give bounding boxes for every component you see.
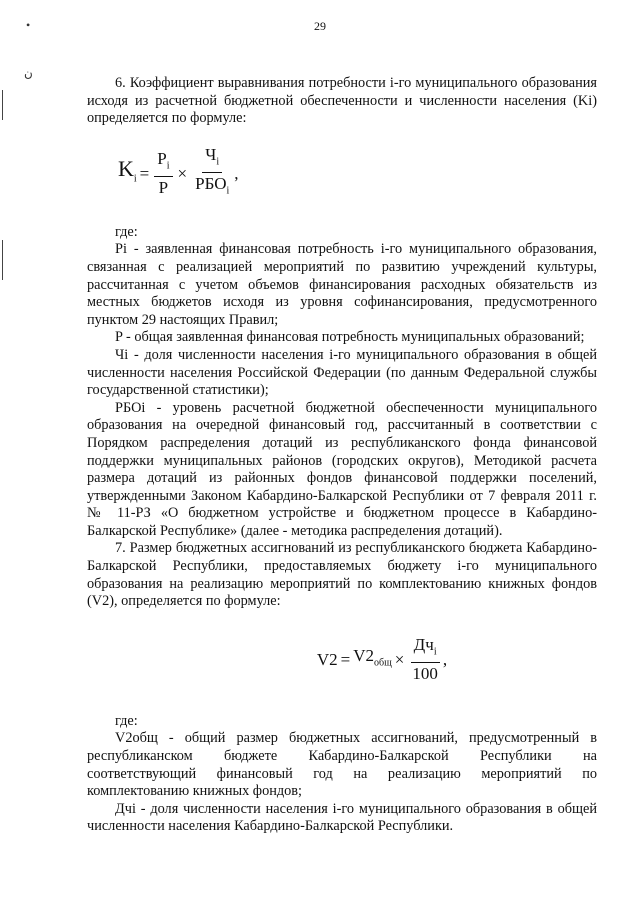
formula-v2 (87, 627, 597, 693)
definition-p: P - общая заявленная финансовая потребность муниципальных образований; (115, 329, 585, 346)
equals-sign: = (139, 163, 150, 183)
scan-edge-line (2, 240, 3, 280)
formula-ki (87, 138, 597, 210)
times-sign: × (177, 163, 188, 183)
equals-sign: = (340, 650, 351, 670)
definition-dch: Дчi - доля численности населения i-го муниципального образования в общей численности населения Кабардино-Балкарской Республики. (87, 800, 597, 835)
definition-rbo: РБОi - уровень расчетной бюджетной обеспеченности муниципального образования на очередной финансовый год, рассчитанный в соответствии с Порядком распределения дотаций из республиканского фонда финансовой поддержки муниципальных районов (городских округов), Методикой расчета размера дотаций из районных фондов финансовой поддержки поселений, утвержденными Законом Кабардино-Балкарской Республики от 7 февраля 2011 г. № 11-РЗ «О бюджетном устройстве и бюджетном процессе в Кабардино-Балкарской Республике» (далее - методика распределения дотаций). (87, 399, 597, 539)
formula-lhs: V2 (316, 650, 338, 670)
definition-v2: V2общ - общий размер бюджетных ассигнований, предусмотренный в республиканском бюджете Кабардино-Балкарской Республики на соответствующий финансовый год на реализацию мероприятий по комплектованию книжных фондов; (87, 730, 597, 800)
definition-chi: Чi - доля численности населения i-го муниципального образования в общей численности населения Российской Федерации (по данным Федеральной службы государственной статистики); (87, 346, 597, 399)
fraction-p: $\frac{P_i}{P}$ (154, 149, 172, 199)
where-label: где: (115, 712, 138, 729)
margin-mark: ن (24, 66, 33, 80)
page-number: 29 (314, 19, 326, 33)
definition-pi: Pi - заявленная финансовая потребность i-го муниципального образования, связанная с реализацией мероприятий по развитию учреждений культуры, рассчитанная с учетом объемов финансирования расходных обязательств из местных бюджетов исходя из уровня софинансирования, предусмотренного пунктом 29 настоящих Правил; (87, 241, 597, 328)
document-body (87, 75, 597, 836)
times-sign: × (394, 650, 405, 670)
formula-lhs: $K_i$ (118, 155, 137, 185)
formula-v2-total: $V2_{общ}$ (353, 646, 392, 669)
where-label: где: (115, 223, 138, 240)
formula-comma: , (442, 650, 448, 670)
fraction-ch-rbo: $\frac{Ч_i}{РБО_i}$ (195, 144, 230, 197)
margin-mark: • (26, 18, 31, 32)
paragraph-6: 6. Коэффициент выравнивания потребности i-го муниципального образования исходя из расчетной бюджетной обеспеченности и численности населения (Ki) определяется по формуле: (87, 75, 597, 127)
fraction-dch: $\frac{Дч_i}{100}$ (412, 634, 438, 684)
scan-edge-line (2, 90, 3, 120)
paragraph-7: 7. Размер бюджетных ассигнований из республиканского бюджета Кабардино-Балкарской Республики, предоставляемых бюджету i-го муниципального образования на реализацию мероприятий по комплектованию книжных фондов (V2), определяется по формуле: (87, 540, 597, 610)
formula-comma: , (234, 163, 239, 183)
